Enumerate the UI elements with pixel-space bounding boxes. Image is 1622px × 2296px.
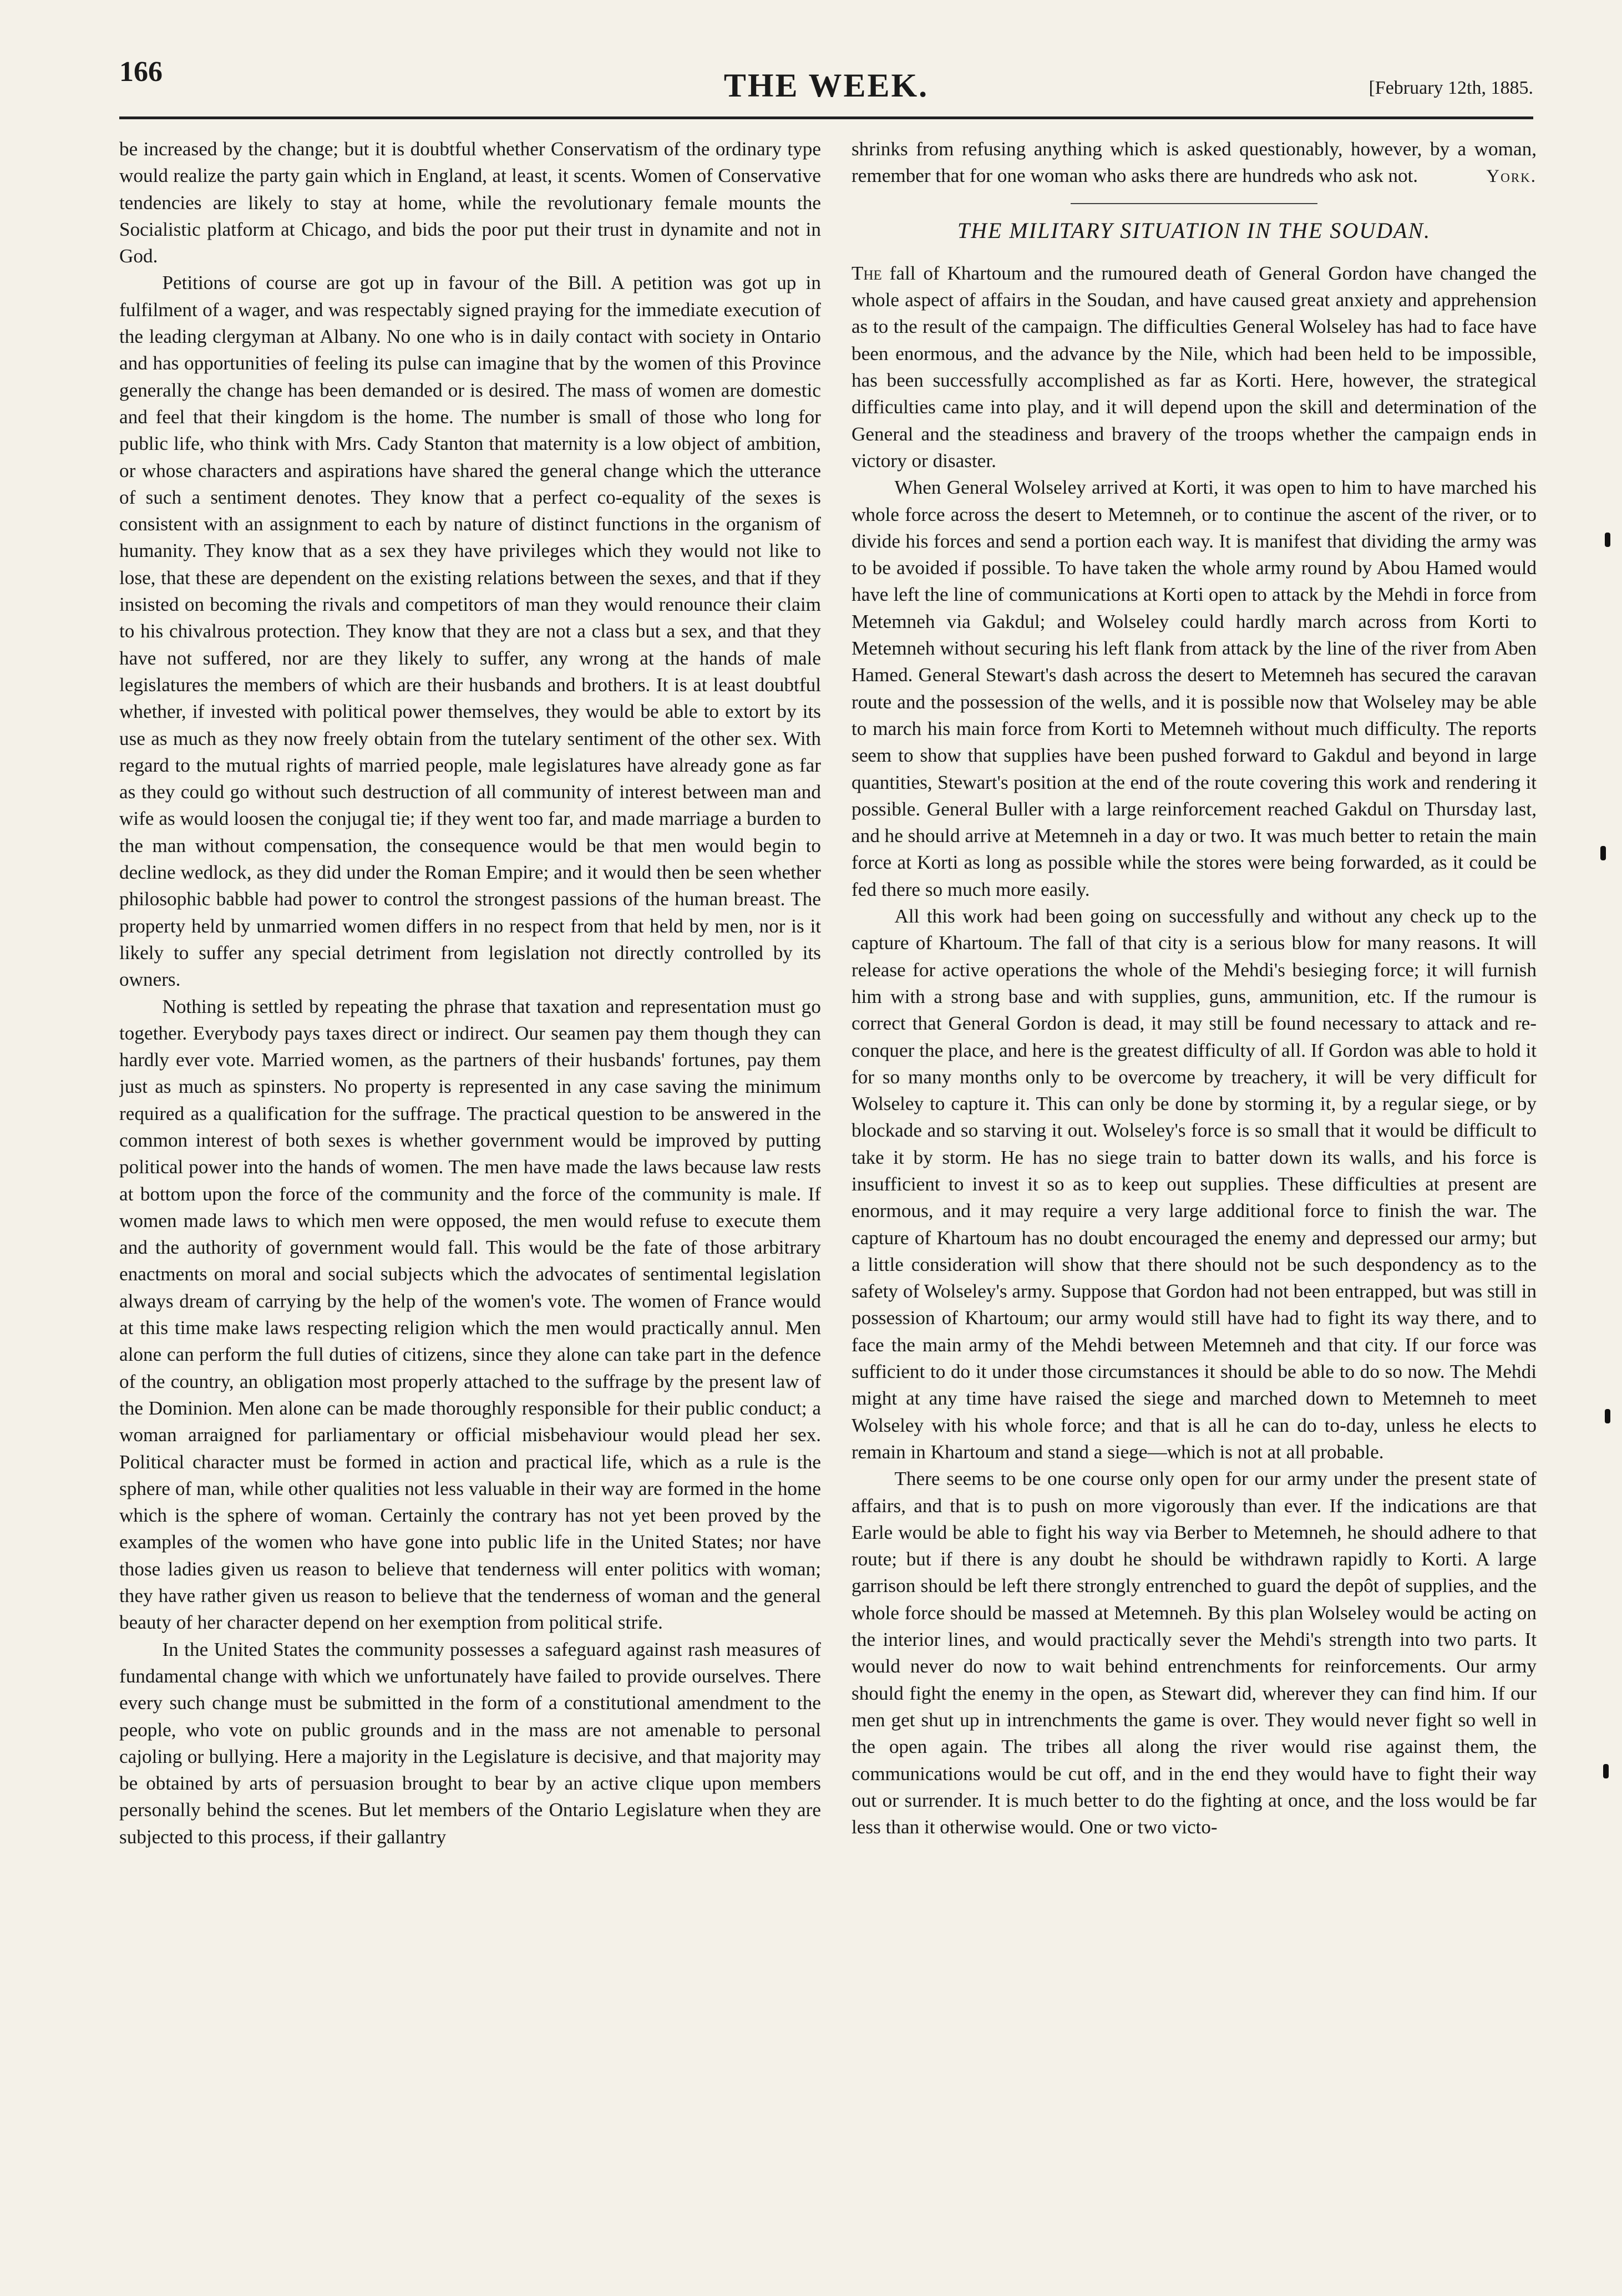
paragraph: Petitions of course are got up in favour of the Bill. A petition was got up in fulfilment of a wager, and was respectably signed praying for the immediate execution of the leading clergyman at Albany. No one who is in daily contact with society in Ontario and has opportunities of feeling its pulse can imagine that by the women of this Province generally the change has been demanded or is desired. The mass of women are domestic and feel that their kingdom is the home. The number is small of those who long for public life, who think with Mrs. Cady Stanton that maternity is a low object of ambition, or whose characters and aspirations have shared the general change which the utterance of such a sentiment denotes. They know that a perfect co-equality of the sexes is consistent with an assignment to each by nature of distinct functions in the organism of humanity. They know that as a sex they have privileges which they would not like to lose, that these are dependent on the existing relations between the sexes, and that if they insisted on becoming the rivals and competitors of man they would renounce their claim to his chivalrous protection. They know that they are not a class but a sex, and that they have not suffered, nor are they likely to suffer, any wrong at the hands of male legislatures the members of which are their husbands and brothers. It is at least doubtful whether, if invested with political power themselves, they would be able to extort by its use as much as they now freely obtain from the tutelary sentiment of the other sex. With regard to the mutual rights of married people, male legislatures have already gone as far as they could go without such destruction of all community of interest between man and wife as would loosen the conjugal tie; if they went too far, and made marriage a burden to the man without compensation, the consequence would be that men would begin to decline wedlock, as they did under the Roman Empire; and it would then be seen whether philosophic babble had power to control the strongest passions of the human breast. The property held by unmarried women differs in no respect from that held by men, nor is it likely to suffer any special detriment from legislation not directly controlled by its owners. [119, 272, 821, 991]
paragraph-first-text: fall of Khartoum and the rumoured death of General Gordon have changed the whole aspect of affairs in the Soudan, and have caused great anxiety and apprehension as to the result of the campaign. The difficulties General Wolseley has had to face have been enormous, and the advance by the Nile, which had been held to be impossible, has been successfully accomplished as far as Korti. Here, however, the strategical difficulties came into play, and it will depend upon the skill and determination of the General and the steadiness and bravery of the troops whether the campaign ends in victory or disaster. [851, 262, 1537, 472]
column-gutter [839, 136, 840, 2255]
article-title: THE MILITARY SITUATION IN THE SOUDAN. [957, 217, 1431, 243]
margin-mark [1603, 1764, 1609, 1778]
page-number: 166 [119, 56, 163, 88]
left-column [119, 136, 821, 2255]
paragraph: In the United States the community possesses a safeguard against rash measures of fundamental change with which we unfortunately have failed to provide ourselves. There every such change must be submitted in the form of a constitutional amendment to the people, who vote on public grounds and in the mass are not amenable to personal cajoling or bullying. Here a majority in the Legislature is decisive, and that majority may be obtained by arts of persuasion brought to bear by an active clique upon members personally behind the scenes. But let members of the Ontario Legislature when they are subjected to this process, if their gallantry [119, 1638, 821, 1848]
paragraph: There seems to be one course only open for our army under the present state of affairs, and that is to push on more vigorously than ever. If the indications are that Earle would be able to fight his way via Berber to Metemneh, he should adhere to that route; but if there is any doubt he should be withdrawn rapidly to Korti. A large garrison should be left there strongly entrenched to guard the depôt of supplies, and the whole force should be massed at Metemneh. By this plan Wolseley would be acting on the interior lines, and would practically sever the Mehdi's strength into two parts. It would never do now to wait behind entrenchments for reinforcements. Our army should fight the enemy in the open, as Stewart did, wherever they can find him. If our men get shut up in intrenchments the game is over. They would never fight so well in the open again. The tribes all along the river would rise against them, the communications would be cut off, and in the end they would have to fight their way out or surrender. It is much better to do the fighting at once, and the loss would be far less than it otherwise would. One or two victo- [851, 1468, 1537, 1838]
margin-mark [1600, 846, 1606, 860]
paragraph-first [851, 260, 1537, 474]
header-rule [119, 116, 1533, 119]
paragraph: be increased by the change; but it is doubtful whether Conservatism of the ordinary type would realize the party gain which in England, at least, it scents. Women of Conservative tendencies are likely to stay at home, while the revolutionary female mounts the Socialistic platform at Chicago, and bids the poor put their trust in dynamite and not in God. [119, 138, 821, 267]
paragraph: Nothing is settled by repeating the phrase that taxation and representation must go together. Everybody pays taxes direct or indirect. Our seamen pay them though they can hardly ever vote. Married women, as the partners of their husbands' fortunes, pay them just as much as spinsters. No property is represented in any case saving the minimum required as a qualification for the suffrage. The practical question to be answered in the common interest of both sexes is whether government would be improved by putting political power into the hands of women. The men have made the laws because law rests at bottom upon the force of the community and the force of the community is male. If women made laws to which men were opposed, the men would refuse to execute them and the authority of government would fall. This would be the fate of those arbitrary enactments on moral and social subjects which the advocates of sentimental legislation always dream of carrying by the help of the women's vote. The women of France would at this time make laws respecting religion which the men would practically annul. Men alone can perform the full duties of citizens, since they alone can take part in the defence of the country, an obligation most properly attached to the suffrage by the present law of the Dominion. Men alone can be made thoroughly responsible for their public conduct; a woman arraigned for parliamentary or official misbehaviour would plead her sex. Political character must be formed in action and practical life, which as a rule is the sphere of man, while other qualities not less valuable in their way are formed in the home which is the sphere of woman. Certainly the contrary has not yet been proved by the examples of the women who have gone into public life in the United States; nor have those ladies given us reason to believe that tenderness will enter politics with woman; they have rather given us reason to believe that the tenderness of woman and the general beauty of her character depend on her exemption from political strife. [119, 995, 821, 1634]
paragraph: All this work had been going on successfully and without any check up to the capture of Khartoum. The fall of that city is a serious blow for many reasons. It will release for active operations the whole of the Mehdi's besieging force; it will furnish him with a strong base and with supplies, guns, ammunition, etc. If the rumour is correct that General Gordon is dead, it may still be found necessary to attack and re-conquer the place, and here is the greatest difficulty of all. If Gordon was able to hold it for so many months only to be overcome by treachery, it will be very difficult for Wolseley to capture it. This can only be done by storming it, by a regular siege, or by blockade and so starving it out. Wolseley's force is so small that it would be difficult to take it by storm. He has no siege train to batter down its walls, and his force is insufficient to invest it so as to keep out supplies. These difficulties at present are enormous, and it may require a very large additional force to finish the war. The capture of Khartoum has no doubt encouraged the enemy and depressed our army; but a little consideration will show that there should not be such despondency as to the safety of Wolseley's army. Suppose that Gordon had not been entrapped, but was still in possession of Khartoum; our army would still have had to fight its way there, and to face the main army of the Mehdi between Metemneh and that city. If our force was sufficient to do it under those circumstances it should be able to do so now. The Mehdi might at any time have raised the siege and marched down to Metemneh to meet Wolseley with his whole force; and that is all he can do to-day, unless he elects to remain in Khartoum and stand a siege—which is not at all probable. [851, 905, 1537, 1463]
drop-word: The [851, 262, 882, 284]
right-column [851, 136, 1537, 2255]
paragraph: When General Wolseley arrived at Korti, it was open to him to have marched his whole force across the desert to Metemneh, or to continue the ascent of the river, or to divide his forces and send a portion each way. It is manifest that dividing the army was to be avoided if possible. To have taken the whole army round by Abou Hamed would have left the line of communications at Korti open to attack by the Mehdi in force from Metemneh via Gakdul; and Wolseley could hardly march across from Korti to Metemneh without securing his left flank from attack by the line of the river from Aben Hamed. General Stewart's dash across the desert to Metemneh has secured the caravan route and the possession of the wells, and it is possible now that Wolseley may be able to march his main force from Korti to Metemneh without much difficulty. The reports seem to show that supplies have been pushed forward to Gakdul and beyond in large quantities, Stewart's position at the end of the route covering this work and rendering it possible. General Buller with a large reinforcement reached Gakdul on Thursday last, and he should arrive at Metemneh in a day or two. It was much better to retain the main force at Korti as long as possible while the stores were being forwarded, as it could be fed there so much more easily. [851, 477, 1537, 900]
issue-date: [February 12th, 1885. [1368, 78, 1533, 98]
paragraph-continuation: shrinks from refusing anything which is asked questionably, however, by a woman, remember that for one woman who asks there are hundreds who ask not. [851, 138, 1537, 187]
section-divider [1071, 203, 1317, 204]
margin-mark [1605, 533, 1610, 547]
margin-mark [1605, 1409, 1610, 1423]
page-header [119, 55, 1533, 116]
masthead-title: THE WEEK. [723, 67, 929, 104]
author-signature: York. [1486, 166, 1537, 186]
